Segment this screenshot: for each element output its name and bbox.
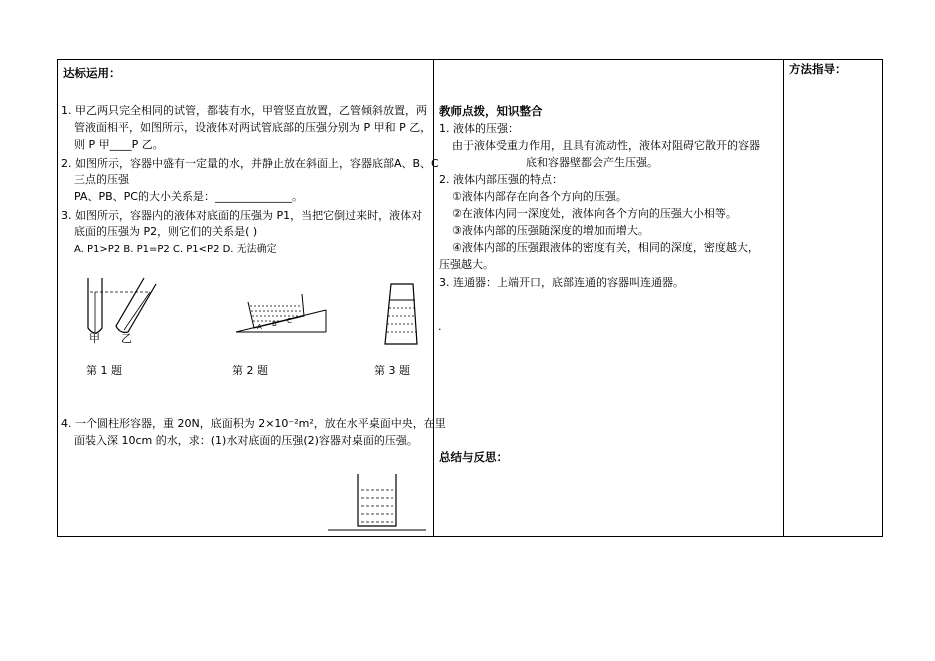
- fig2-label-c: C: [287, 317, 292, 325]
- guidance-item-5: ①液体内部存在向各个方向的压强。: [452, 190, 627, 203]
- fig2-label-a: A: [257, 323, 262, 331]
- figure-2-container-on-slope: [232, 288, 328, 336]
- q2-line3: PA、PB、PC的大小关系是：______________。: [74, 190, 303, 203]
- fig1-label-yi: 乙: [121, 332, 132, 345]
- exercise-heading: 达标运用：: [63, 66, 121, 80]
- q1-line2: 管液面相平，如图所示，设液体对两试管底部的压强分别为 P 甲和 P 乙，: [74, 121, 432, 134]
- q2-line1: 2. 如图所示，容器中盛有一定量的水，并静止放在斜面上，容器底部A、B、C: [61, 157, 439, 170]
- q1-line3: 则 P 甲____P 乙。: [74, 138, 164, 151]
- figure-4-cylinder-container: [326, 470, 428, 534]
- guidance-item-6: ②在液体内同一深度处，液体向各个方向的压强大小相等。: [452, 207, 737, 220]
- guidance-item-3: 底和容器壁都会产生压强。: [526, 156, 658, 169]
- column-divider-1: [433, 60, 434, 536]
- q3-line2: 底面的压强为 P2，则它们的关系是( ): [74, 225, 258, 238]
- teacher-guidance-heading: 教师点拨，知识整合: [439, 104, 543, 118]
- guidance-item-2: 由于液体受重力作用，且具有流动性，液体对阻碍它散开的容器: [452, 139, 760, 152]
- guidance-item-10: 3. 连通器：上端开口，底部连通的容器叫连通器。: [439, 276, 684, 289]
- fig1-label-jia: 甲: [89, 332, 100, 345]
- guidance-item-9: 压强越大。: [439, 258, 494, 271]
- fig2-caption: 第 2 题: [232, 364, 268, 377]
- fig2-label-b: B: [272, 320, 277, 328]
- q3-options: A. P1>P2 B. P1=P2 C. P1<P2 D. 无法确定: [74, 244, 277, 255]
- q1-line1: 1. 甲乙两只完全相同的试管，都装有水，甲管竖直放置，乙管倾斜放置，两: [61, 104, 427, 117]
- guidance-item-4: 2. 液体内部压强的特点：: [439, 173, 563, 186]
- guidance-item-7: ③液体内部的压强随深度的增加而增大。: [452, 224, 649, 237]
- q2-line2: 三点的压强: [74, 173, 129, 186]
- guidance-item-8: ④液体内部的压强跟液体的密度有关，相同的深度，密度越大，: [452, 241, 759, 254]
- column-divider-2: [783, 60, 784, 536]
- q4-line1: 4. 一个圆柱形容器，重 20N，底面积为 2×10⁻²m²，放在水平桌面中央，在里: [61, 417, 446, 430]
- figure-3-trapezoid-container: [381, 282, 421, 346]
- method-guidance-heading: 方法指导：: [789, 62, 847, 76]
- fig3-caption: 第 3 题: [374, 364, 410, 377]
- guidance-item-1: 1. 液体的压强：: [439, 122, 519, 135]
- stray-dot: .: [438, 320, 442, 333]
- q3-line1: 3. 如图所示，容器内的液体对底面的压强为 P1，当把它倒过来时，液体对: [61, 209, 423, 222]
- q4-line2: 面装入深 10cm 的水，求：(1)水对底面的压强(2)容器对桌面的压强。: [74, 434, 418, 447]
- summary-heading: 总结与反思：: [439, 450, 508, 464]
- fig1-caption: 第 1 题: [86, 364, 122, 377]
